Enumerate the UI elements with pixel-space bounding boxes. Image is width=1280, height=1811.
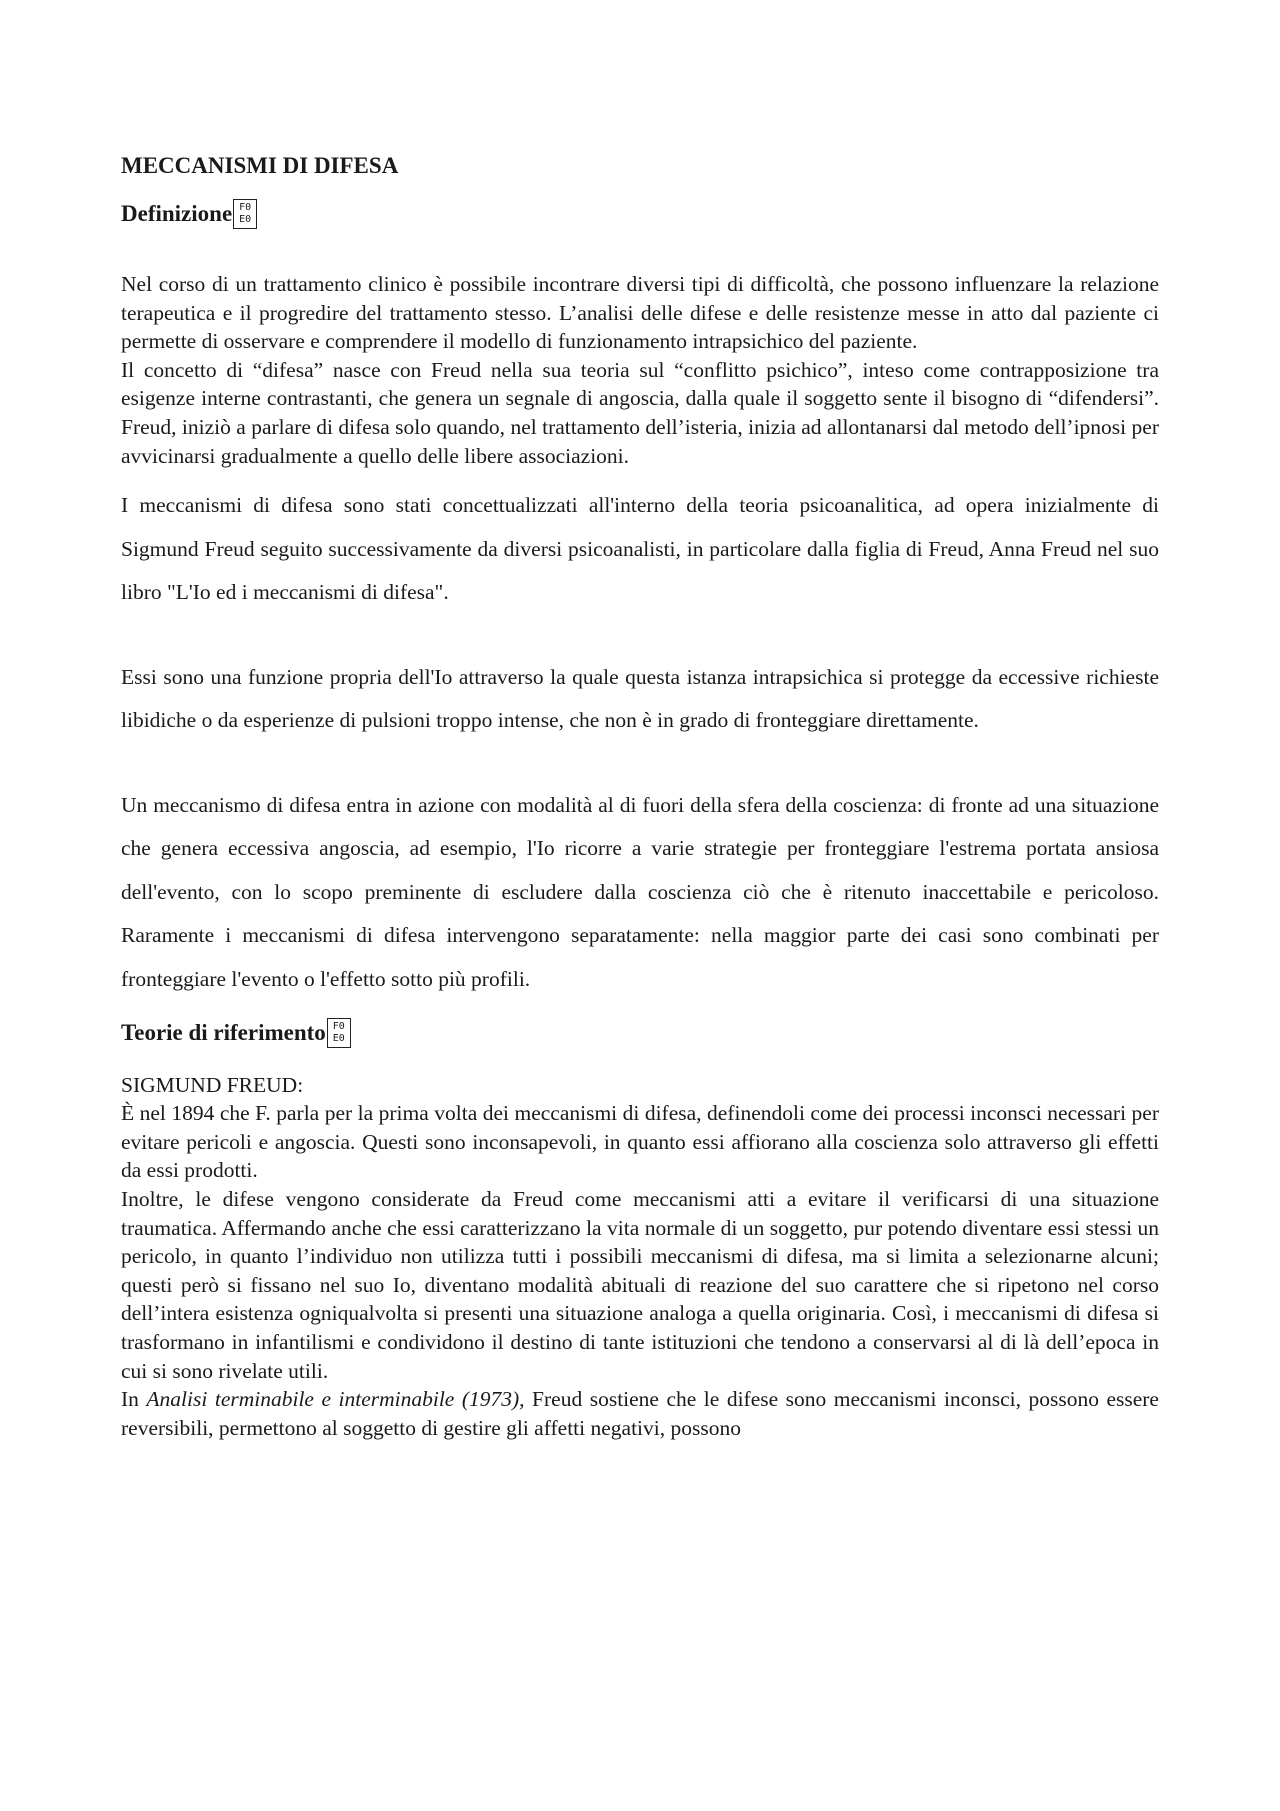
paragraph: È nel 1894 che F. parla per la prima volta dei meccanismi di difesa, definendoli come dei processi inconsci necessari per evitare pericoli e angoscia. Questi sono inconsapevoli, in quanto essi affiorano alla coscienza solo attraverso gli effetti da essi prodotti. xyxy=(121,1101,1159,1183)
paragraph: Nel corso di un trattamento clinico è possibile incontrare diversi tipi di difficoltà, che possono influenzare la relazione terapeutica e il progredire del trattamento stesso. L’analisi delle difese e delle resistenze messe in atto dal paziente ci permette di osservare e comprendere il modello di funzionamento intrapsichico del paziente. xyxy=(121,272,1159,354)
subheading-sigmund-freud: SIGMUND FREUD: xyxy=(121,1073,304,1098)
section-heading-label: Teorie di riferimento xyxy=(121,1020,326,1046)
paragraph: Il concetto di “difesa” nasce con Freud nella sua teoria sul “conflitto psichico”, inteso come contrapposizione tra esigenze interne contrastanti, che genera un segnale di angoscia, dalla quale il soggetto sente il bisogno di “difendersi”. Freud, iniziò a parlare di difesa solo quando, nel trattamento dell’isteria, inizia ad allontanarsi dal metodo dell’ipnosi per avvicinarsi gradualmente a quello delle libere associazioni. xyxy=(121,357,1159,468)
missing-glyph-icon: F0 E0 xyxy=(327,1018,351,1048)
section-heading-label: Definizione xyxy=(121,201,233,226)
section-heading-definizione xyxy=(121,198,1159,230)
paragraph: Essi sono una funzione propria dell'Io attraverso la quale questa istanza intrapsichica si protegge da eccessive richieste libidiche o da esperienze di pulsioni troppo intense, che non è in grado di fronteggiare direttamente. xyxy=(121,664,1159,733)
section-heading-teorie xyxy=(121,1017,1159,1049)
paragraph: Un meccanismo di difesa entra in azione con modalità al di fuori della sfera della coscienza: di fronte ad una situazione che genera eccessiva angoscia, ad esempio, l'Io ricorre a varie strategie per fronteggiare l'estrema portata ansiosa dell'evento, con lo scopo preminente di escludere dalla coscienza ciò che è ritenuto inaccettabile e pericoloso. Raramente i meccanismi di difesa intervengono separatamente: nella maggior parte dei casi sono combinati per fronteggiare l'evento o l'effetto sotto più profili. xyxy=(121,792,1159,991)
document-title: MECCANISMI DI DIFESA xyxy=(121,153,399,178)
missing-glyph-icon: F0 E0 xyxy=(233,199,257,229)
paragraph-last: In Analisi terminabile e interminabile (1973), Freud sostiene che le difese sono meccanismi inconsci, possono essere reversibili, permettono al soggetto di gestire gli affetti negativi, possono xyxy=(121,1387,1159,1440)
paragraph: I meccanismi di difesa sono stati concettualizzati all'interno della teoria psicoanalitica, ad opera inizialmente di Sigmund Freud seguito successivamente da diversi psicoanalisti, in particolare dalla figlia di Freud, Anna Freud nel suo libro "L'Io ed i meccanismi di difesa". xyxy=(121,493,1159,605)
document-page xyxy=(121,150,1159,1442)
book-title: Analisi terminabile e interminabile (1973), xyxy=(146,1387,525,1412)
paragraph: Inoltre, le difese vengono considerate da Freud come meccanismi atti a evitare il verificarsi di una situazione traumatica. Affermando anche che essi caratterizzano la vita normale di un soggetto, pur potendo diventare essi stessi un pericolo, in quanto l’individuo non utilizza tutti i possibili meccanismi di difesa, ma si limita a selezionarne alcuni; questi però si fissano nel suo Io, diventano modalità abituali di reazione del suo carattere che si ripetono nel corso dell’intera esistenza ogniqualvolta si presenti una situazione analoga a quella originaria. Così, i meccanismi di difesa si trasformano in infantilismi e condividono il destino di tante istituzioni che tendono a conservarsi al di là dell’epoca in cui si sono rivelate utili. xyxy=(121,1186,1159,1383)
